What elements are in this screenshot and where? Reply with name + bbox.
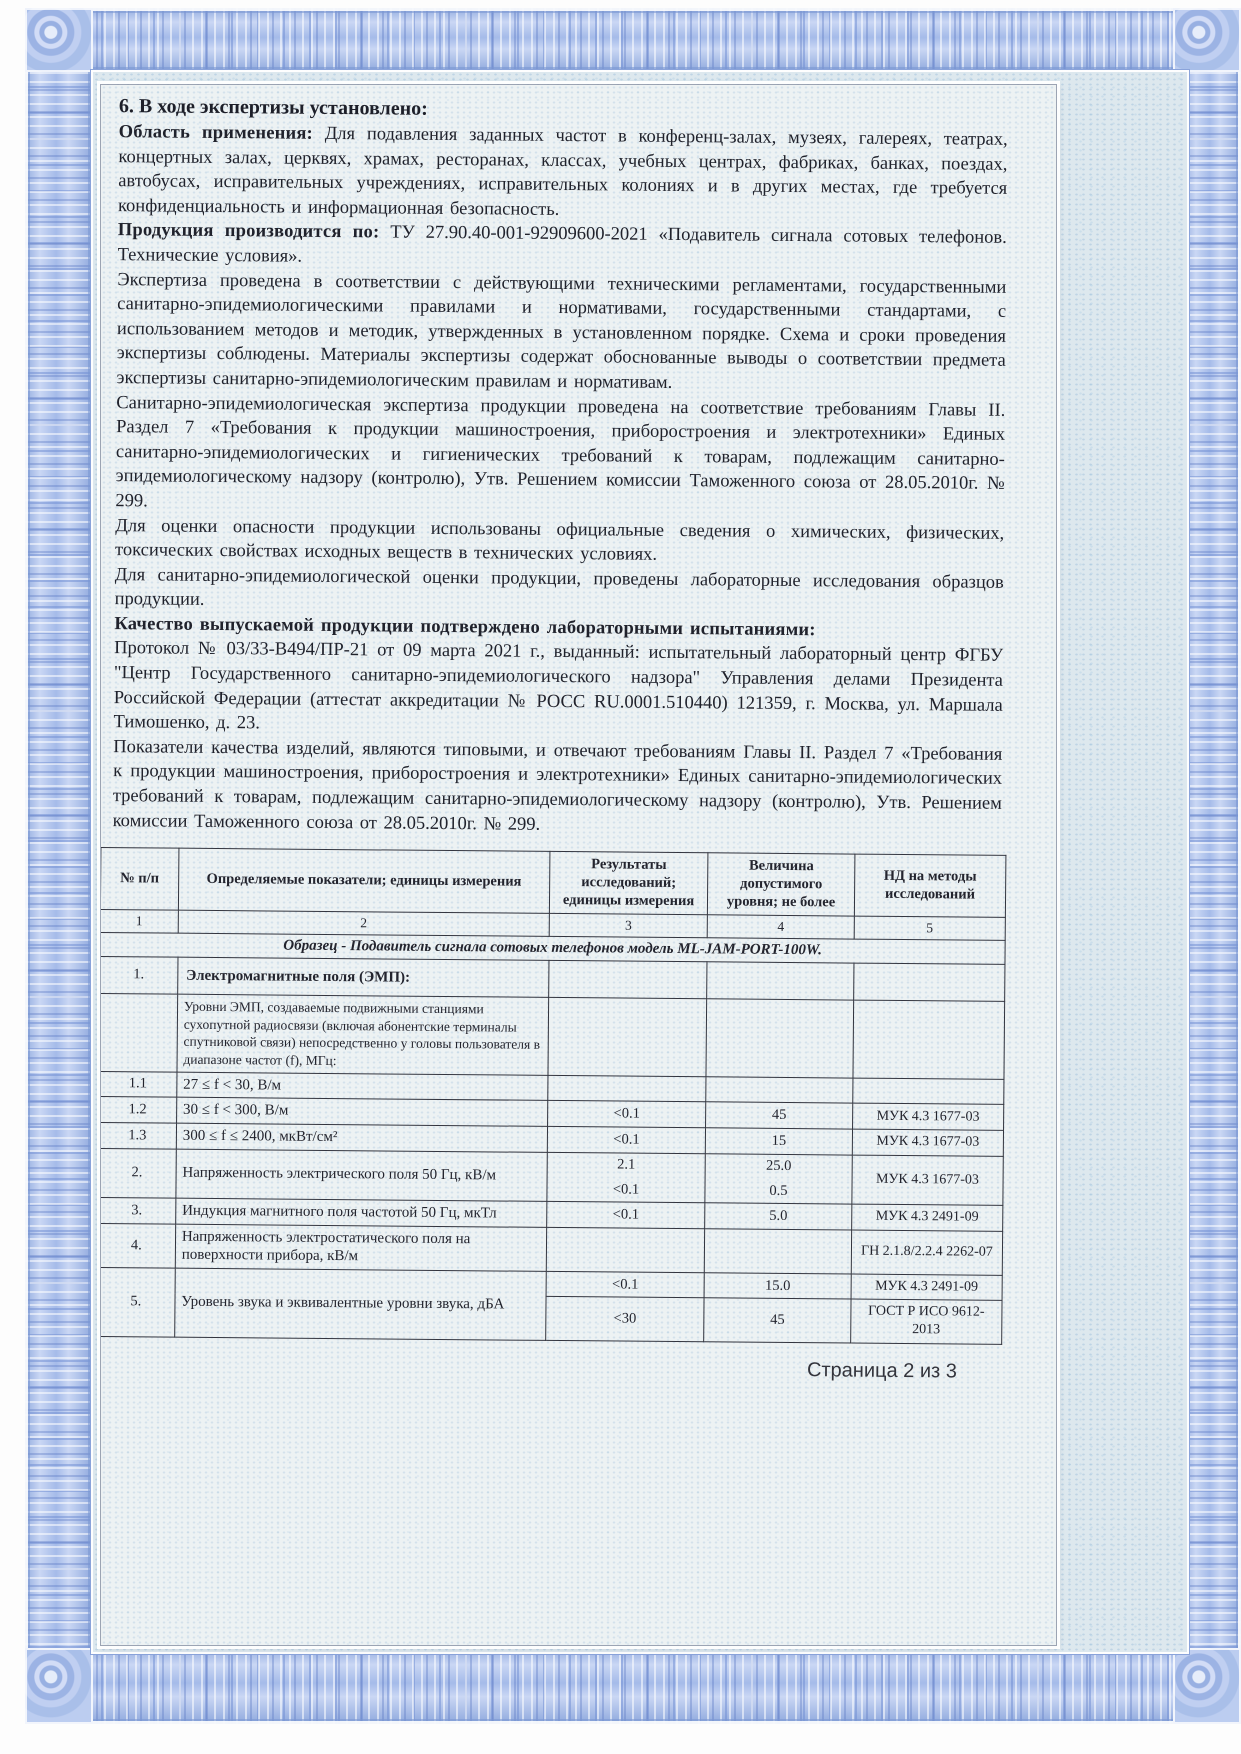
paragraph-bold-lead: Область применения: [118,122,314,144]
row-number-cell: 5. [100,1268,175,1337]
column-number-cell: 3 [549,913,708,937]
result-cell [549,960,708,999]
nd-method-cell: МУК 4.3 1677-03 [852,1129,1003,1156]
paragraph: Показатели качества изделий, являются типовыми, и отвечают требованиям Главы II. Раздел 7 «Требования к продукции машиностроения, приборостроения и электротехники» Единых санитарно-эпидемиологических требований к товарам, подлежащим санитарно-эпидемиологическому надзору (контролю), Утв. Решением комиссии Таможенного союза от 28.05.2010г. № 299. [112,736,1003,835]
row-number-cell: 1.2 [100,1097,177,1123]
result-cell [548,998,707,1077]
row-number-cell [100,994,177,1072]
nd-method-cell [853,1000,1005,1079]
nd-method-cell [853,1078,1004,1105]
paragraph: Экспертиза проведена в соответствии с действующими техническими регламентами, государственными санитарно-эпидемиологическими правилами и нормативами, государственными стандартами, с использованием методов и методик, утвержденных в установленном порядке. Схема и сроки проведения экспертизы соблюдены. Материалы экспертизы содержат обоснованные выводы о соответствии предмета экспертизы санитарно-эпидемиологическим правилам и нормативам. [116,269,1007,393]
limit-cell [707,961,854,1000]
result-cell: <0.1 [547,1101,706,1128]
sample-caption: Образец - Подавитель сигнала сотовых телефонов модель ML-JAM-PORT-100W. [100,932,1005,964]
indicator-cell: 27 ≤ f < 30, В/м [177,1072,548,1101]
limit-cell: 45 [706,1102,853,1129]
indicator-cell: Уровни ЭМП, создаваемые подвижными станциями сухопутной радиосвязи (включая абонентские терминалы спутниковой связи) непосредственно у головы пользователя в диапазоне частот (f), МГц: [177,995,549,1075]
indicator-cell: 30 ≤ f < 300, В/м [176,1097,547,1126]
indicator-cell: Уровень звука и эквивалентные уровни звука, дБА [175,1268,547,1340]
limit-cell: 5.0 [705,1203,852,1230]
section-heading: 6. В ходе экспертизы установлено: [118,95,428,120]
row-number-cell: 3. [100,1197,176,1223]
nd-method-cell: МУК 4.3 1677-03 [852,1103,1003,1130]
result-cell: 2.1 <0.1 [547,1152,706,1202]
body-paragraphs [113,120,1008,841]
limit-cell: 15 [706,1128,853,1155]
indicator-cell: Индукция магнитного поля частотой 50 Гц, мкТл [175,1198,546,1227]
indicator-cell: Напряженность электростатического поля на поверхности прибора, кВ/м [175,1224,546,1272]
table-header-cell: Величина допустимого уровня; не более [708,853,855,916]
table-header-cell: № п/п [100,848,178,910]
decorative-border-bottom [25,1648,1241,1724]
column-number-cell: 5 [854,916,1005,940]
result-cell [546,1227,705,1273]
content-sheet [100,84,1057,1646]
table-header-cell: НД на методы исследований [854,854,1006,917]
limit-cell [706,999,853,1077]
result-cell [548,1075,707,1102]
decorative-border-right [1183,8,1241,1724]
row-number-cell: 4. [100,1223,175,1268]
page-number-label: Страница 2 из 3 [806,1358,958,1383]
column-number-cell: 1 [100,909,178,933]
decorative-border-top [25,8,1241,72]
result-cell: <30 [546,1297,705,1342]
nd-method-cell: МУК 4.3 2491-09 [852,1204,1003,1231]
nd-method-cell: ГОСТ Р ИСО 9612-2013 [851,1299,1003,1344]
limit-cell [706,1076,853,1103]
limit-cell: 15.0 [704,1273,851,1299]
nd-method-cell: МУК 4.3 2491-09 [851,1274,1002,1301]
border-corner-ornament [1173,1648,1241,1724]
border-corner-ornament [25,8,93,72]
border-corner-ornament [1173,8,1241,72]
limit-cell: 25.0 0.5 [705,1154,852,1204]
row-number-cell: 1. [100,956,178,994]
paragraph-bold-lead: Качество выпускаемой продукции подтверждено лабораторными испытаниями: [114,613,816,641]
border-corner-ornament [25,1648,93,1724]
paragraph: Протокол № 03/33-В494/ПР-21 от 09 марта 2021 г., выданный: испытательный лабораторный центр ФГБУ "Центр Государственного санитарно-эпидемиологического надзора" Управления делами Президента Российской Федерации (аттестат аккредитации № РОСС RU.0001.510440) 121359, г. Москва, ул. Маршала Тимошенко, д. 23. [113,638,1004,734]
row-number-cell: 1.3 [100,1123,176,1149]
table-row [100,1223,1003,1275]
result-cell: <0.1 [547,1201,706,1228]
scanned-text-block [108,95,1008,1383]
result-cell: <0.1 [547,1126,706,1153]
limit-cell [705,1228,852,1274]
nd-method-cell [854,963,1005,1002]
limit-cell: 45 [704,1298,851,1343]
table-header-cell: Результаты исследований; единицы измерения [549,852,708,915]
paragraph: Область применения: Для подавления заданных частот в конференц-залах, музеях, галереях, театрах, концертных залах, церквях, храмах, ресторанах, классах, учебных центрах, фабриках, банках, поездах, автобусах, исправительных учреждениях, исправительных колониях и в других местах, где требуется конфиденциальность и информационная безопасность. [117,122,1008,220]
paragraph: Санитарно-эпидемиологическая экспертиза продукции проведена на соответствие требованиям Главы II. Раздел 7 «Требования к продукции машиностроения, приборостроения и электротехники» Единых санитарно-эпидемиологических и гигиенических требований к товарам, подлежащим санитарно-эпидемиологическому надзору (контролю), Утв. Решением комиссии Таможенного союза от 28.05.2010г. № 299. [115,392,1006,512]
table-row [100,994,1005,1079]
column-number-cell: 2 [178,910,549,936]
result-cell: <0.1 [546,1271,705,1298]
paragraph: Для оценки опасности продукции использованы официальные сведения о химических, физических, токсических свойствах исходных веществ в технических условиях. [114,515,1005,565]
paragraph: Для санитарно-эпидемиологической оценки продукции, проведены лабораторные исследования образцов продукции. [114,564,1004,611]
table-row [100,1148,1003,1205]
nd-method-cell: ГН 2.1.8/2.2.4 2262-07 [851,1230,1003,1276]
column-number-cell: 4 [707,914,854,938]
indicator-cell: 300 ≤ f ≤ 2400, мкВт/см² [176,1123,547,1152]
results-table [100,847,1006,1344]
table-header-cell: Определяемые показатели; единицы измерения [178,848,550,913]
decorative-border-left [25,8,93,1724]
indicator-cell: Электромагнитные поля (ЭМП): [177,957,548,998]
row-number-cell: 2. [100,1148,176,1198]
nd-method-cell: МУК 4.3 1677-03 [852,1155,1004,1205]
paragraph-bold-lead: Продукция производится по: [117,220,380,243]
paragraph: Продукция производится по: ТУ 27.90.40-001-92909600-2021 «Подавитель сигнала сотовых телефонов. Технические условия». [117,220,1007,267]
row-number-cell: 1.1 [100,1071,177,1097]
indicator-cell: Напряженность электрического поля 50 Гц, кВ/м [176,1149,547,1201]
